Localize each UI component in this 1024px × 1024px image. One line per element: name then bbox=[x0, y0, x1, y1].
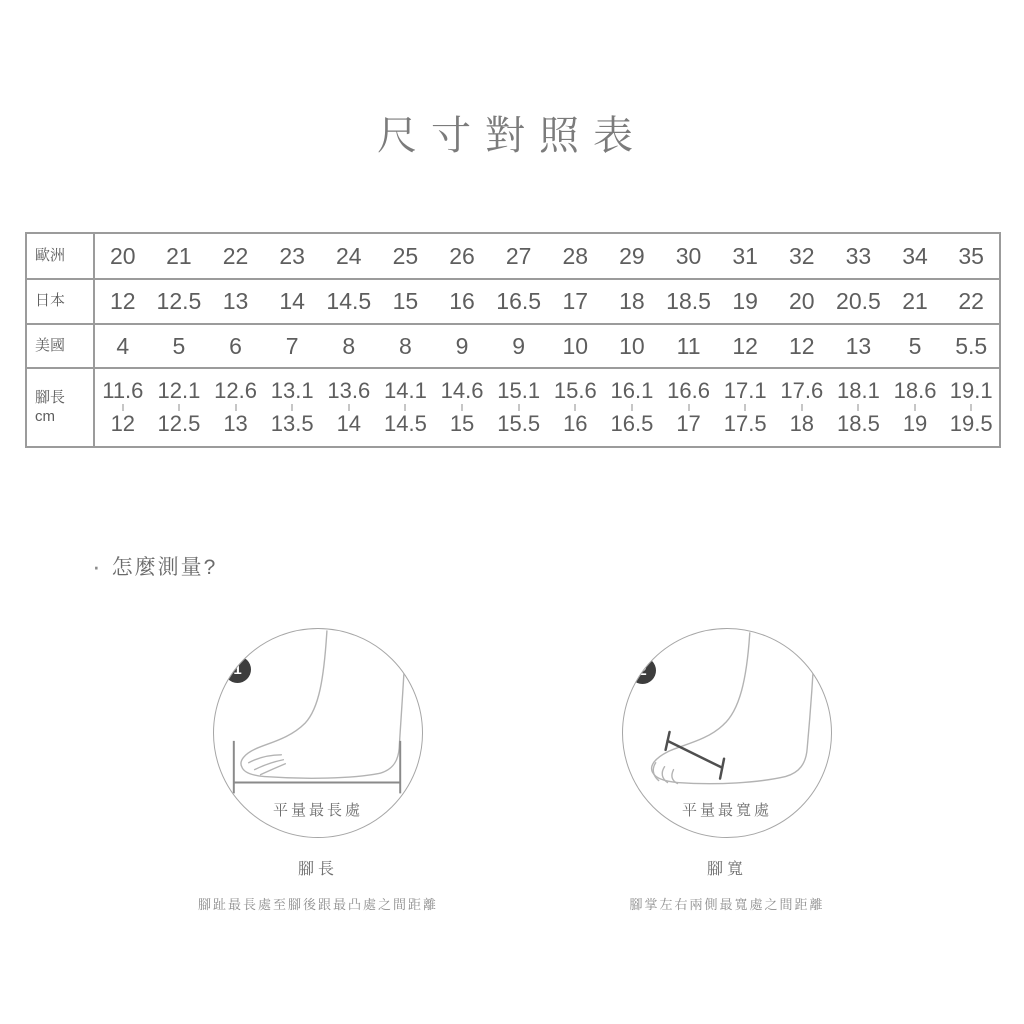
range-min: 12.6 bbox=[214, 377, 257, 403]
size-range-cell bbox=[94, 368, 151, 447]
size-range-cell bbox=[660, 368, 717, 447]
size-range bbox=[717, 379, 774, 436]
size-cell: 24 bbox=[336, 242, 362, 269]
range-tick-icon bbox=[574, 404, 576, 411]
size-cell: 20.5 bbox=[830, 279, 887, 324]
size-range-cell bbox=[774, 368, 831, 447]
range-min: 16.6 bbox=[667, 377, 710, 403]
size-cell: 5.5 bbox=[943, 324, 1000, 368]
range-min: 15.6 bbox=[553, 377, 597, 403]
size-range bbox=[490, 379, 547, 436]
size-cell: 28 bbox=[562, 242, 589, 269]
size-range-cell bbox=[377, 368, 434, 447]
size-cell: 22 bbox=[943, 279, 1000, 324]
size-range-cell bbox=[887, 368, 944, 447]
range-tick-icon bbox=[744, 404, 746, 411]
row-header-line2: cm bbox=[35, 407, 55, 425]
row-header: 日本 bbox=[26, 279, 94, 324]
size-cell: 10 bbox=[604, 324, 661, 368]
size-cell: 16 bbox=[434, 279, 491, 324]
size-cell: 35 bbox=[958, 242, 984, 269]
size-range-cell bbox=[207, 368, 264, 447]
size-cell: 33 bbox=[845, 242, 872, 269]
range-tick-icon bbox=[914, 404, 916, 411]
table-row bbox=[26, 279, 1000, 324]
size-cell: 12.5 bbox=[151, 279, 208, 324]
range-tick-icon bbox=[518, 404, 520, 411]
size-cell: 6 bbox=[207, 324, 264, 368]
range-max: 17 bbox=[676, 411, 701, 436]
foot-width-diagram bbox=[527, 628, 927, 913]
size-cell: 14 bbox=[264, 279, 321, 324]
range-min: 19.1 bbox=[949, 377, 993, 403]
range-tick-icon bbox=[631, 404, 633, 411]
range-tick-icon bbox=[122, 404, 124, 411]
size-range bbox=[774, 379, 831, 436]
range-max: 15.5 bbox=[497, 411, 541, 436]
range-min: 11.6 bbox=[102, 377, 144, 403]
range-tick-icon bbox=[461, 404, 463, 411]
foot-length-title: 腳長 bbox=[297, 861, 338, 878]
range-min: 18.1 bbox=[837, 377, 880, 403]
size-cell: 5 bbox=[151, 324, 208, 368]
size-cell: 17 bbox=[547, 279, 604, 324]
size-cell: 21 bbox=[887, 279, 944, 324]
size-range-cell bbox=[943, 368, 1000, 447]
size-cell: 16.5 bbox=[490, 279, 547, 324]
size-cell: 25 bbox=[392, 242, 419, 269]
range-min: 14.6 bbox=[440, 377, 484, 403]
range-min: 14.1 bbox=[384, 377, 427, 403]
size-range-cell bbox=[434, 368, 491, 447]
row-header: 美國 bbox=[26, 324, 94, 368]
width-inner-label: 平量最寬處 bbox=[681, 802, 772, 819]
foot-length-description: 腳趾最長處至腳後跟最凸處之間距離 bbox=[197, 897, 438, 912]
size-range bbox=[604, 379, 661, 436]
size-cell: 19 bbox=[717, 279, 774, 324]
size-range bbox=[207, 379, 264, 436]
size-cell: 22 bbox=[222, 242, 249, 269]
table-row bbox=[26, 233, 1000, 279]
range-max: 13.5 bbox=[270, 411, 314, 436]
measure-section-heading bbox=[92, 551, 217, 581]
size-cell: 20 bbox=[774, 279, 831, 324]
size-cell: 9 bbox=[434, 324, 491, 368]
size-range-cell bbox=[604, 368, 661, 447]
size-cell: 13 bbox=[830, 324, 887, 368]
foot-width-circle bbox=[622, 628, 832, 838]
size-cell: 12 bbox=[94, 279, 151, 324]
step-1-badge: 1 bbox=[224, 656, 251, 683]
range-tick-icon bbox=[348, 404, 350, 411]
size-range bbox=[830, 379, 887, 436]
range-max: 16.5 bbox=[610, 411, 654, 436]
foot-width-description: 腳掌左右兩側最寬處之間距離 bbox=[629, 897, 825, 912]
size-range bbox=[264, 379, 321, 436]
range-min: 13.6 bbox=[327, 377, 371, 403]
range-tick-icon bbox=[178, 404, 180, 411]
range-tick-icon bbox=[801, 404, 803, 411]
size-cell: 9 bbox=[490, 324, 547, 368]
range-max: 19.5 bbox=[949, 411, 993, 436]
range-max: 14.5 bbox=[384, 411, 427, 436]
width-measure-line-icon bbox=[666, 732, 724, 779]
size-cell: 8 bbox=[377, 324, 434, 368]
size-cell: 20 bbox=[110, 242, 136, 269]
length-inner-label: 平量最長處 bbox=[272, 802, 363, 819]
bullet-icon: · bbox=[92, 551, 103, 581]
size-cell: 8 bbox=[321, 324, 378, 368]
size-range bbox=[321, 379, 378, 436]
size-cell: 12 bbox=[774, 324, 831, 368]
range-max: 19 bbox=[902, 411, 928, 436]
size-range bbox=[434, 379, 491, 436]
size-range bbox=[943, 379, 999, 436]
range-min: 13.1 bbox=[270, 377, 314, 403]
range-max: 18.5 bbox=[837, 411, 880, 436]
range-max: 13 bbox=[223, 411, 248, 436]
range-max: 12 bbox=[110, 411, 136, 436]
range-min: 17.6 bbox=[780, 377, 824, 403]
range-max: 16 bbox=[563, 411, 588, 436]
size-range-cell bbox=[717, 368, 774, 447]
size-cell: 29 bbox=[619, 242, 645, 269]
row-header: 歐洲 bbox=[26, 233, 94, 279]
range-tick-icon bbox=[688, 404, 690, 411]
table-row bbox=[26, 324, 1000, 368]
range-tick-icon bbox=[291, 404, 293, 411]
row-header-line1: 腳長 bbox=[35, 388, 66, 406]
foot-width-title: 腳寬 bbox=[706, 861, 747, 878]
size-table-body bbox=[26, 233, 1000, 447]
size-table bbox=[25, 232, 1001, 448]
size-cell: 27 bbox=[505, 242, 532, 269]
size-cell: 30 bbox=[675, 242, 702, 269]
size-cell: 34 bbox=[902, 242, 928, 269]
size-cell: 4 bbox=[94, 324, 151, 368]
range-max: 14 bbox=[336, 411, 362, 436]
range-min: 17.1 bbox=[723, 377, 767, 403]
foot-length-diagram bbox=[118, 628, 518, 913]
size-range-cell bbox=[547, 368, 604, 447]
size-range-cell bbox=[321, 368, 378, 447]
row-header bbox=[26, 368, 94, 447]
range-min: 15.1 bbox=[497, 377, 541, 403]
size-range-cell bbox=[830, 368, 887, 447]
range-tick-icon bbox=[970, 404, 972, 411]
size-cell: 18 bbox=[604, 279, 661, 324]
foot-outline bbox=[241, 631, 406, 778]
size-cell: 13 bbox=[207, 279, 264, 324]
step-2-badge: 2 bbox=[629, 657, 656, 684]
range-min: 18.6 bbox=[893, 377, 937, 403]
size-cell: 15 bbox=[377, 279, 434, 324]
range-max: 12.5 bbox=[157, 411, 201, 436]
size-cell: 5 bbox=[887, 324, 944, 368]
range-min: 16.1 bbox=[610, 377, 654, 403]
range-tick-icon bbox=[235, 404, 237, 411]
size-range bbox=[887, 379, 944, 436]
measure-question: 怎麼測量? bbox=[111, 556, 218, 579]
range-min: 12.1 bbox=[157, 377, 201, 403]
size-range bbox=[660, 379, 717, 436]
size-range bbox=[151, 379, 208, 436]
range-max: 17.5 bbox=[723, 411, 767, 436]
foot-length-circle bbox=[213, 628, 423, 838]
size-cell: 21 bbox=[166, 242, 192, 269]
range-max: 18 bbox=[789, 411, 815, 436]
foot-outline bbox=[652, 633, 816, 784]
size-cell: 7 bbox=[264, 324, 321, 368]
size-cell: 14.5 bbox=[321, 279, 378, 324]
size-range-cell bbox=[490, 368, 547, 447]
size-range-cell bbox=[151, 368, 208, 447]
size-cell: 18.5 bbox=[660, 279, 717, 324]
size-cell: 31 bbox=[732, 242, 758, 269]
size-cell: 32 bbox=[789, 242, 815, 269]
size-cell: 26 bbox=[449, 242, 475, 269]
size-range bbox=[377, 379, 434, 436]
size-cell: 11 bbox=[660, 324, 717, 368]
size-range bbox=[547, 379, 604, 436]
size-cell: 23 bbox=[279, 242, 305, 269]
range-max: 15 bbox=[449, 411, 475, 436]
range-tick-icon bbox=[404, 404, 406, 411]
table-row-foot-length bbox=[26, 368, 1000, 447]
size-range bbox=[95, 379, 151, 436]
range-tick-icon bbox=[857, 404, 859, 411]
size-cell: 12 bbox=[717, 324, 774, 368]
page-title: 尺寸對照表 bbox=[377, 114, 647, 158]
size-cell: 10 bbox=[547, 324, 604, 368]
size-range-cell bbox=[264, 368, 321, 447]
